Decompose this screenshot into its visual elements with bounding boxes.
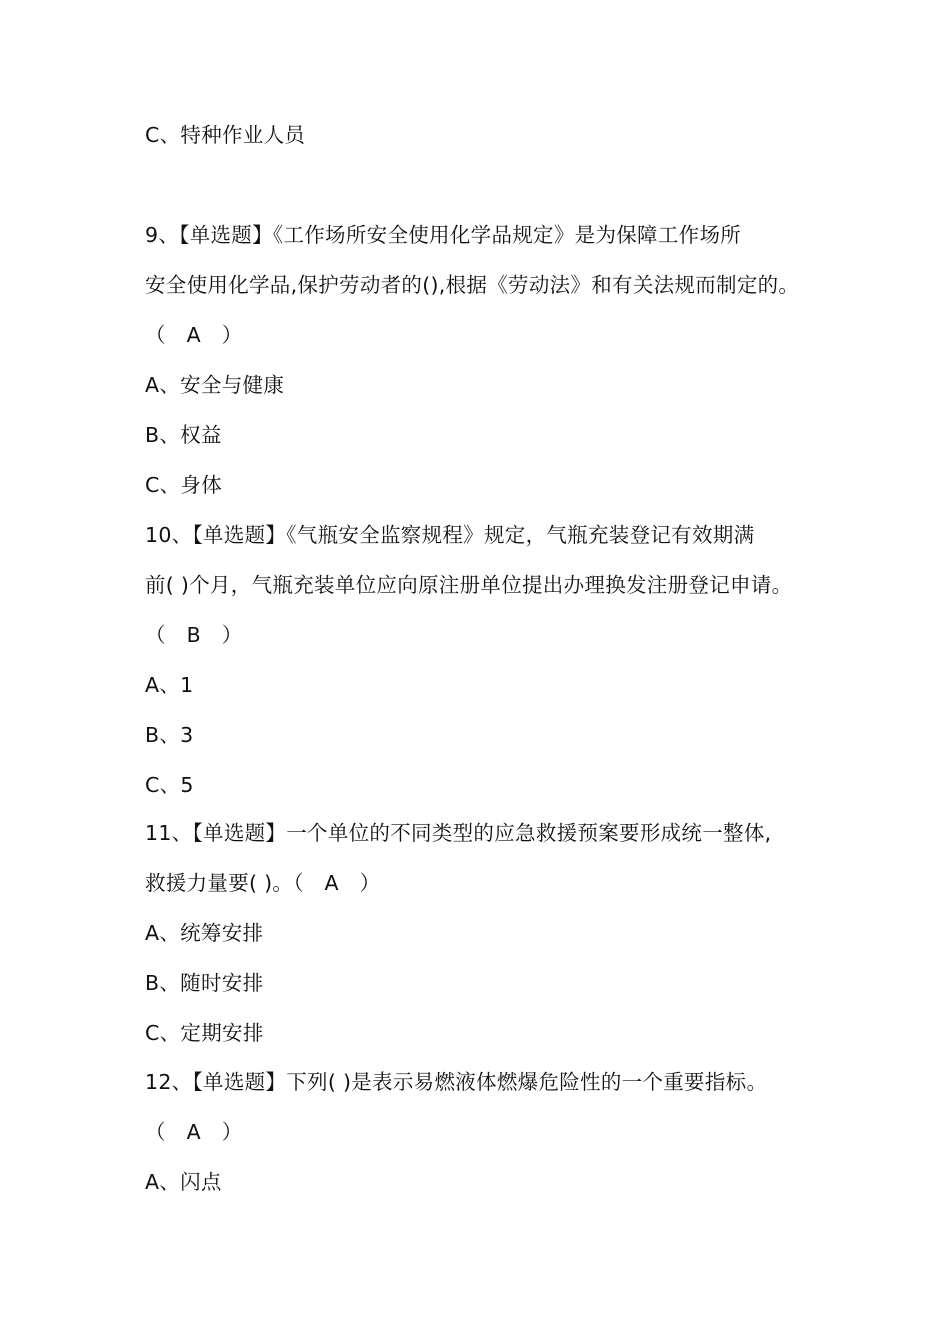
q11-stem-line-1: 11、【单选题】一个单位的不同类型的应急救援预案要形成统一整体, [145,821,772,845]
q11-stem-line-2: 救援力量要( )。（ A ） [145,871,381,895]
q12-answer: （ A ） [145,1120,243,1144]
q9-stem-line-1: 9、【单选题】《工作场所安全使用化学品规定》是为保障工作场所 [145,223,742,247]
q11-option-b: B、随时安排 [145,971,264,995]
q12-stem-line-1: 12、【单选题】下列( )是表示易燃液体燃爆危险性的一个重要指标。 [145,1070,768,1094]
q11-option-a: A、统筹安排 [145,921,264,945]
q10-option-a: A、1 [145,673,194,697]
q8-option-c: C、特种作业人员 [145,123,306,147]
q10-answer: （ B ） [145,623,243,647]
q10-stem-line-2: 前( )个月，气瓶充装单位应向原注册单位提出办理换发注册登记申请。 [145,573,793,597]
q9-option-b: B、权益 [145,423,222,447]
q9-option-a: A、安全与健康 [145,373,285,397]
q9-stem-line-2: 安全使用化学品,保护劳动者的(),根据《劳动法》和有关法规而制定的。 [145,273,800,297]
q11-option-c: C、定期安排 [145,1021,264,1045]
q10-stem-line-1: 10、【单选题】《气瓶安全监察规程》规定，气瓶充装登记有效期满 [145,523,755,547]
q9-option-c: C、身体 [145,473,223,497]
q10-option-c: C、5 [145,773,194,797]
q12-option-a: A、闪点 [145,1170,222,1194]
q10-option-b: B、3 [145,723,194,747]
q9-answer: （ A ） [145,323,243,347]
